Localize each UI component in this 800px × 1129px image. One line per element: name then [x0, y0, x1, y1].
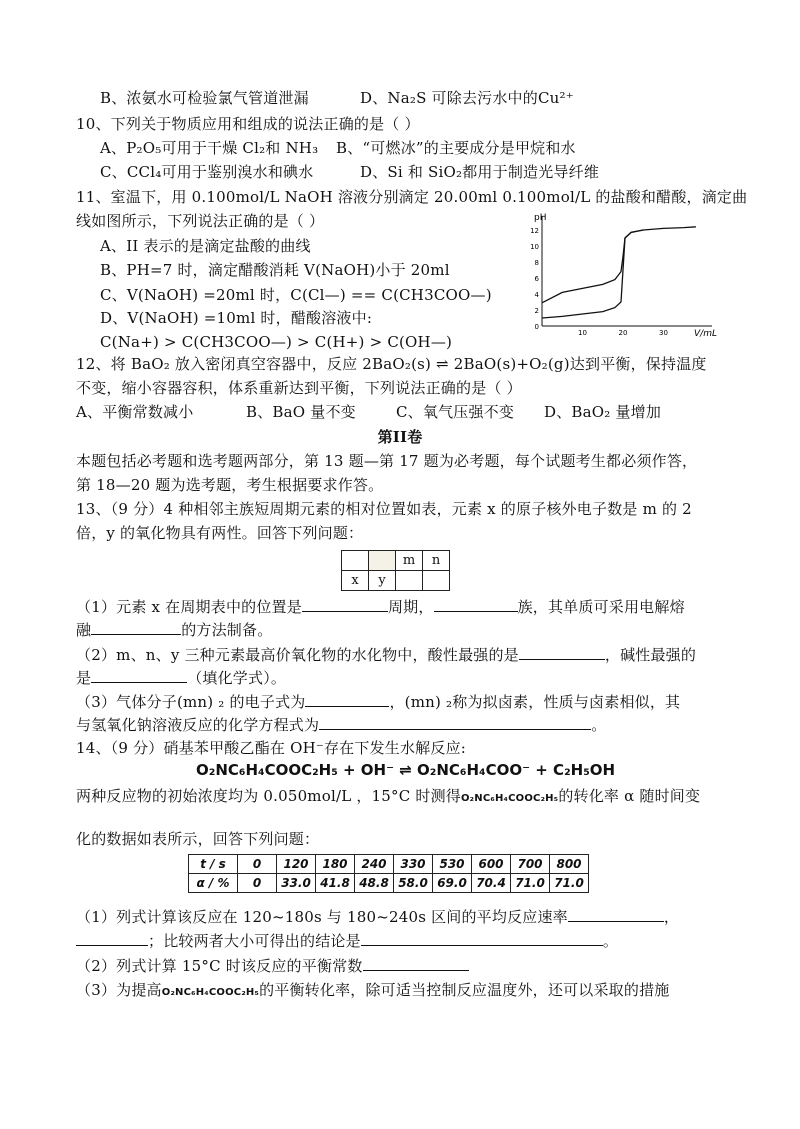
section-intro-line1: 本题包括必考题和选考题两部分，第 13 题—第 17 题为必考题，每个试题考生都必须作答， — [76, 452, 698, 470]
x-tick-label: 20 — [618, 329, 628, 337]
q12-option-c: C、氧气压强不变 — [396, 403, 515, 421]
q13-part3-line2: 与氢氧化钠溶液反应的化学方程式为 。 — [76, 716, 607, 734]
q10-option-a: A、P₂O₅可用于干燥 Cl₂和 NH₃ — [100, 139, 319, 157]
q13-part1-line2: 融 的方法制备。 — [76, 621, 273, 639]
q11-option-c: C、V(NaOH) =20ml 时，C(Cl—) == C(CH3COO—) — [100, 286, 492, 304]
table-cell — [369, 551, 396, 571]
answer-blank[interactable] — [76, 930, 148, 946]
ester-formula: O₂NC₆H₄COOC₂H₅ — [460, 793, 559, 804]
chart-ylabel: pH — [534, 213, 547, 223]
q12-option-d: D、BaO₂ 量增加 — [544, 403, 662, 421]
q13-part2-line1: （2）m、n、y 三种元素最高价氧化物的水化物中，酸性最强的是 ，碱性最强的 — [76, 646, 697, 664]
q9-option-d: D、Na₂S 可除去污水中的Cu²⁺ — [360, 89, 574, 107]
answer-blank[interactable] — [319, 714, 591, 730]
table-cell — [342, 551, 369, 571]
table-cell — [396, 571, 423, 591]
table-row-time — [189, 855, 589, 874]
section-title: 第II卷 — [377, 428, 423, 446]
table-cell: 71.0 — [511, 874, 550, 893]
answer-blank[interactable] — [519, 644, 605, 660]
y-tick-label: 8 — [534, 259, 539, 267]
table-cell: 240 — [355, 855, 394, 874]
answer-blank[interactable] — [305, 691, 389, 707]
x-tick-label: 30 — [659, 329, 668, 337]
table-cell-x: x — [342, 571, 369, 591]
q14-stem: 14、（9 分）硝基苯甲酸乙酯在 OH⁻存在下发生水解反应: — [76, 739, 467, 757]
q11-option-a: A、II 表示的是滴定盐酸的曲线 — [100, 237, 311, 255]
q12-option-a: A、平衡常数减小 — [76, 403, 194, 421]
table-cell: 0 — [238, 874, 277, 893]
table-cell — [423, 571, 450, 591]
q10-stem: 10、下列关于物质应用和组成的说法正确的是（ ） — [76, 115, 420, 133]
y-tick-label: 0 — [534, 323, 539, 331]
y-tick-label: 4 — [534, 291, 539, 299]
table-cell: 70.4 — [472, 874, 511, 893]
table-cell: 71.0 — [550, 874, 589, 893]
section-intro-line2: 第 18—20 题为选考题，考生根据要求作答。 — [76, 476, 384, 494]
q14-part1-line2: ；比较两者大小可得出的结论是 。 — [76, 930, 618, 951]
table-cell: 700 — [511, 855, 550, 874]
table-cell: 33.0 — [277, 874, 316, 893]
table-cell: 530 — [433, 855, 472, 874]
q14-part3: （3）为提高O₂NC₆H₄COOC₂H₅的平衡转化率，除可适当控制反应温度外，还可以采取的措施 — [76, 981, 670, 999]
answer-blank[interactable] — [302, 596, 388, 612]
table-cell-y: y — [369, 571, 396, 591]
q11-option-d-inequality: C(Na+) > C(CH3COO—) > C(H+) > C(OH—) — [100, 333, 453, 351]
table-row — [342, 551, 450, 571]
table-cell: 58.0 — [394, 874, 433, 893]
q14-part1-line1: （1）列式计算该反应在 120~180s 与 180~240s 区间的平均反应速率 ， — [76, 908, 680, 926]
q14-part2: （2）列式计算 15°C 时该反应的平衡常数 — [76, 955, 469, 976]
q14-line3: 化的数据如表所示，回答下列问题： — [76, 830, 320, 848]
answer-blank[interactable] — [91, 619, 181, 635]
q14-equation: O₂NC₆H₄COOC₂H₅ + OH⁻ ⇌ O₂NC₆H₄COO⁻ + C₂H₅OH — [196, 761, 616, 779]
q12-option-b: B、BaO 量不变 — [246, 403, 356, 421]
answer-blank[interactable] — [363, 955, 469, 971]
q12-stem-line2: 不变，缩小容器容积，体系重新达到平衡，下列说法正确的是（ ） — [76, 379, 522, 397]
q13-stem-line2: 倍，y 的氧化物具有两性。回答下列问题： — [76, 524, 364, 542]
table-row-conversion — [189, 874, 589, 893]
q11-stem-line1: 11、室温下，用 0.100mol/L NaOH 溶液分别滴定 20.00ml 0.100mol/L 的盐酸和醋酸，滴定曲 — [76, 188, 748, 206]
table-cell: 330 — [394, 855, 433, 874]
ester-formula: O₂NC₆H₄COOC₂H₅ — [161, 987, 260, 998]
table-cell-n: n — [423, 551, 450, 571]
q11-stem-line2: 线如图所示，下列说法正确的是（ ） — [76, 212, 325, 230]
answer-blank[interactable] — [361, 930, 603, 946]
titration-curve-chart — [528, 210, 724, 340]
periodic-position-table — [341, 550, 450, 591]
table-cell: 69.0 — [433, 874, 472, 893]
q11-option-d: D、V(NaOH) =10ml 时，醋酸溶液中: — [100, 309, 373, 327]
q10-option-c: C、CCl₄可用于鉴别溴水和碘水 — [100, 163, 314, 181]
table-cell: 0 — [238, 855, 277, 874]
q11-option-b: B、PH=7 时，滴定醋酸消耗 V(NaOH)小于 20ml — [100, 261, 450, 279]
table-row — [342, 571, 450, 591]
table-cell: 600 — [472, 855, 511, 874]
q12-stem-line1: 12、将 BaO₂ 放入密闭真空容器中，反应 2BaO₂(s) ⇌ 2BaO(s)+O₂(g)达到平衡，保持温度 — [76, 355, 707, 373]
y-tick-label: 12 — [530, 227, 539, 235]
table-header-cell: t / s — [189, 855, 238, 874]
y-tick-label: 6 — [534, 275, 539, 283]
chart-xlabel: V/mL — [694, 329, 717, 339]
table-cell: 120 — [277, 855, 316, 874]
y-tick-label: 2 — [534, 307, 539, 315]
q13-part2-line2: 是 （填化学式）。 — [76, 669, 287, 687]
q13-part1-line1: （1）元素 x 在周期表中的位置是 周期， 族，其单质可采用电解熔 — [76, 598, 685, 616]
q13-part3-line1: （3）气体分子(mn) ₂ 的电子式为 ，(mn) ₂称为拟卤素，性质与卤素相似，其 — [76, 693, 681, 711]
table-cell: 41.8 — [316, 874, 355, 893]
table-cell: 180 — [316, 855, 355, 874]
answer-blank[interactable] — [568, 906, 664, 922]
table-header-cell: α / % — [189, 874, 238, 893]
conversion-data-table — [188, 854, 589, 893]
q10-option-b: B、“可燃冰”的主要成分是甲烷和水 — [336, 139, 576, 157]
x-tick-label: 10 — [578, 329, 587, 337]
y-tick-label: 10 — [530, 243, 539, 251]
q13-stem-line1: 13、（9 分）4 种相邻主族短周期元素的相对位置如表，元素 x 的原子核外电子数是 m 的 2 — [76, 500, 692, 518]
table-cell: 800 — [550, 855, 589, 874]
answer-blank[interactable] — [434, 596, 518, 612]
table-cell-m: m — [396, 551, 423, 571]
q9-option-b: B、浓氨水可检验氯气管道泄漏 — [100, 89, 309, 107]
q10-option-d: D、Si 和 SiO₂都用于制造光导纤维 — [360, 163, 600, 181]
answer-blank[interactable] — [91, 667, 187, 683]
q14-line2: 两种反应物的初始浓度均为 0.050mol/L ，15°C 时测得O₂NC₆H₄COOC₂H₅的转化率 α 随时间变 — [76, 787, 701, 805]
table-cell: 48.8 — [355, 874, 394, 893]
